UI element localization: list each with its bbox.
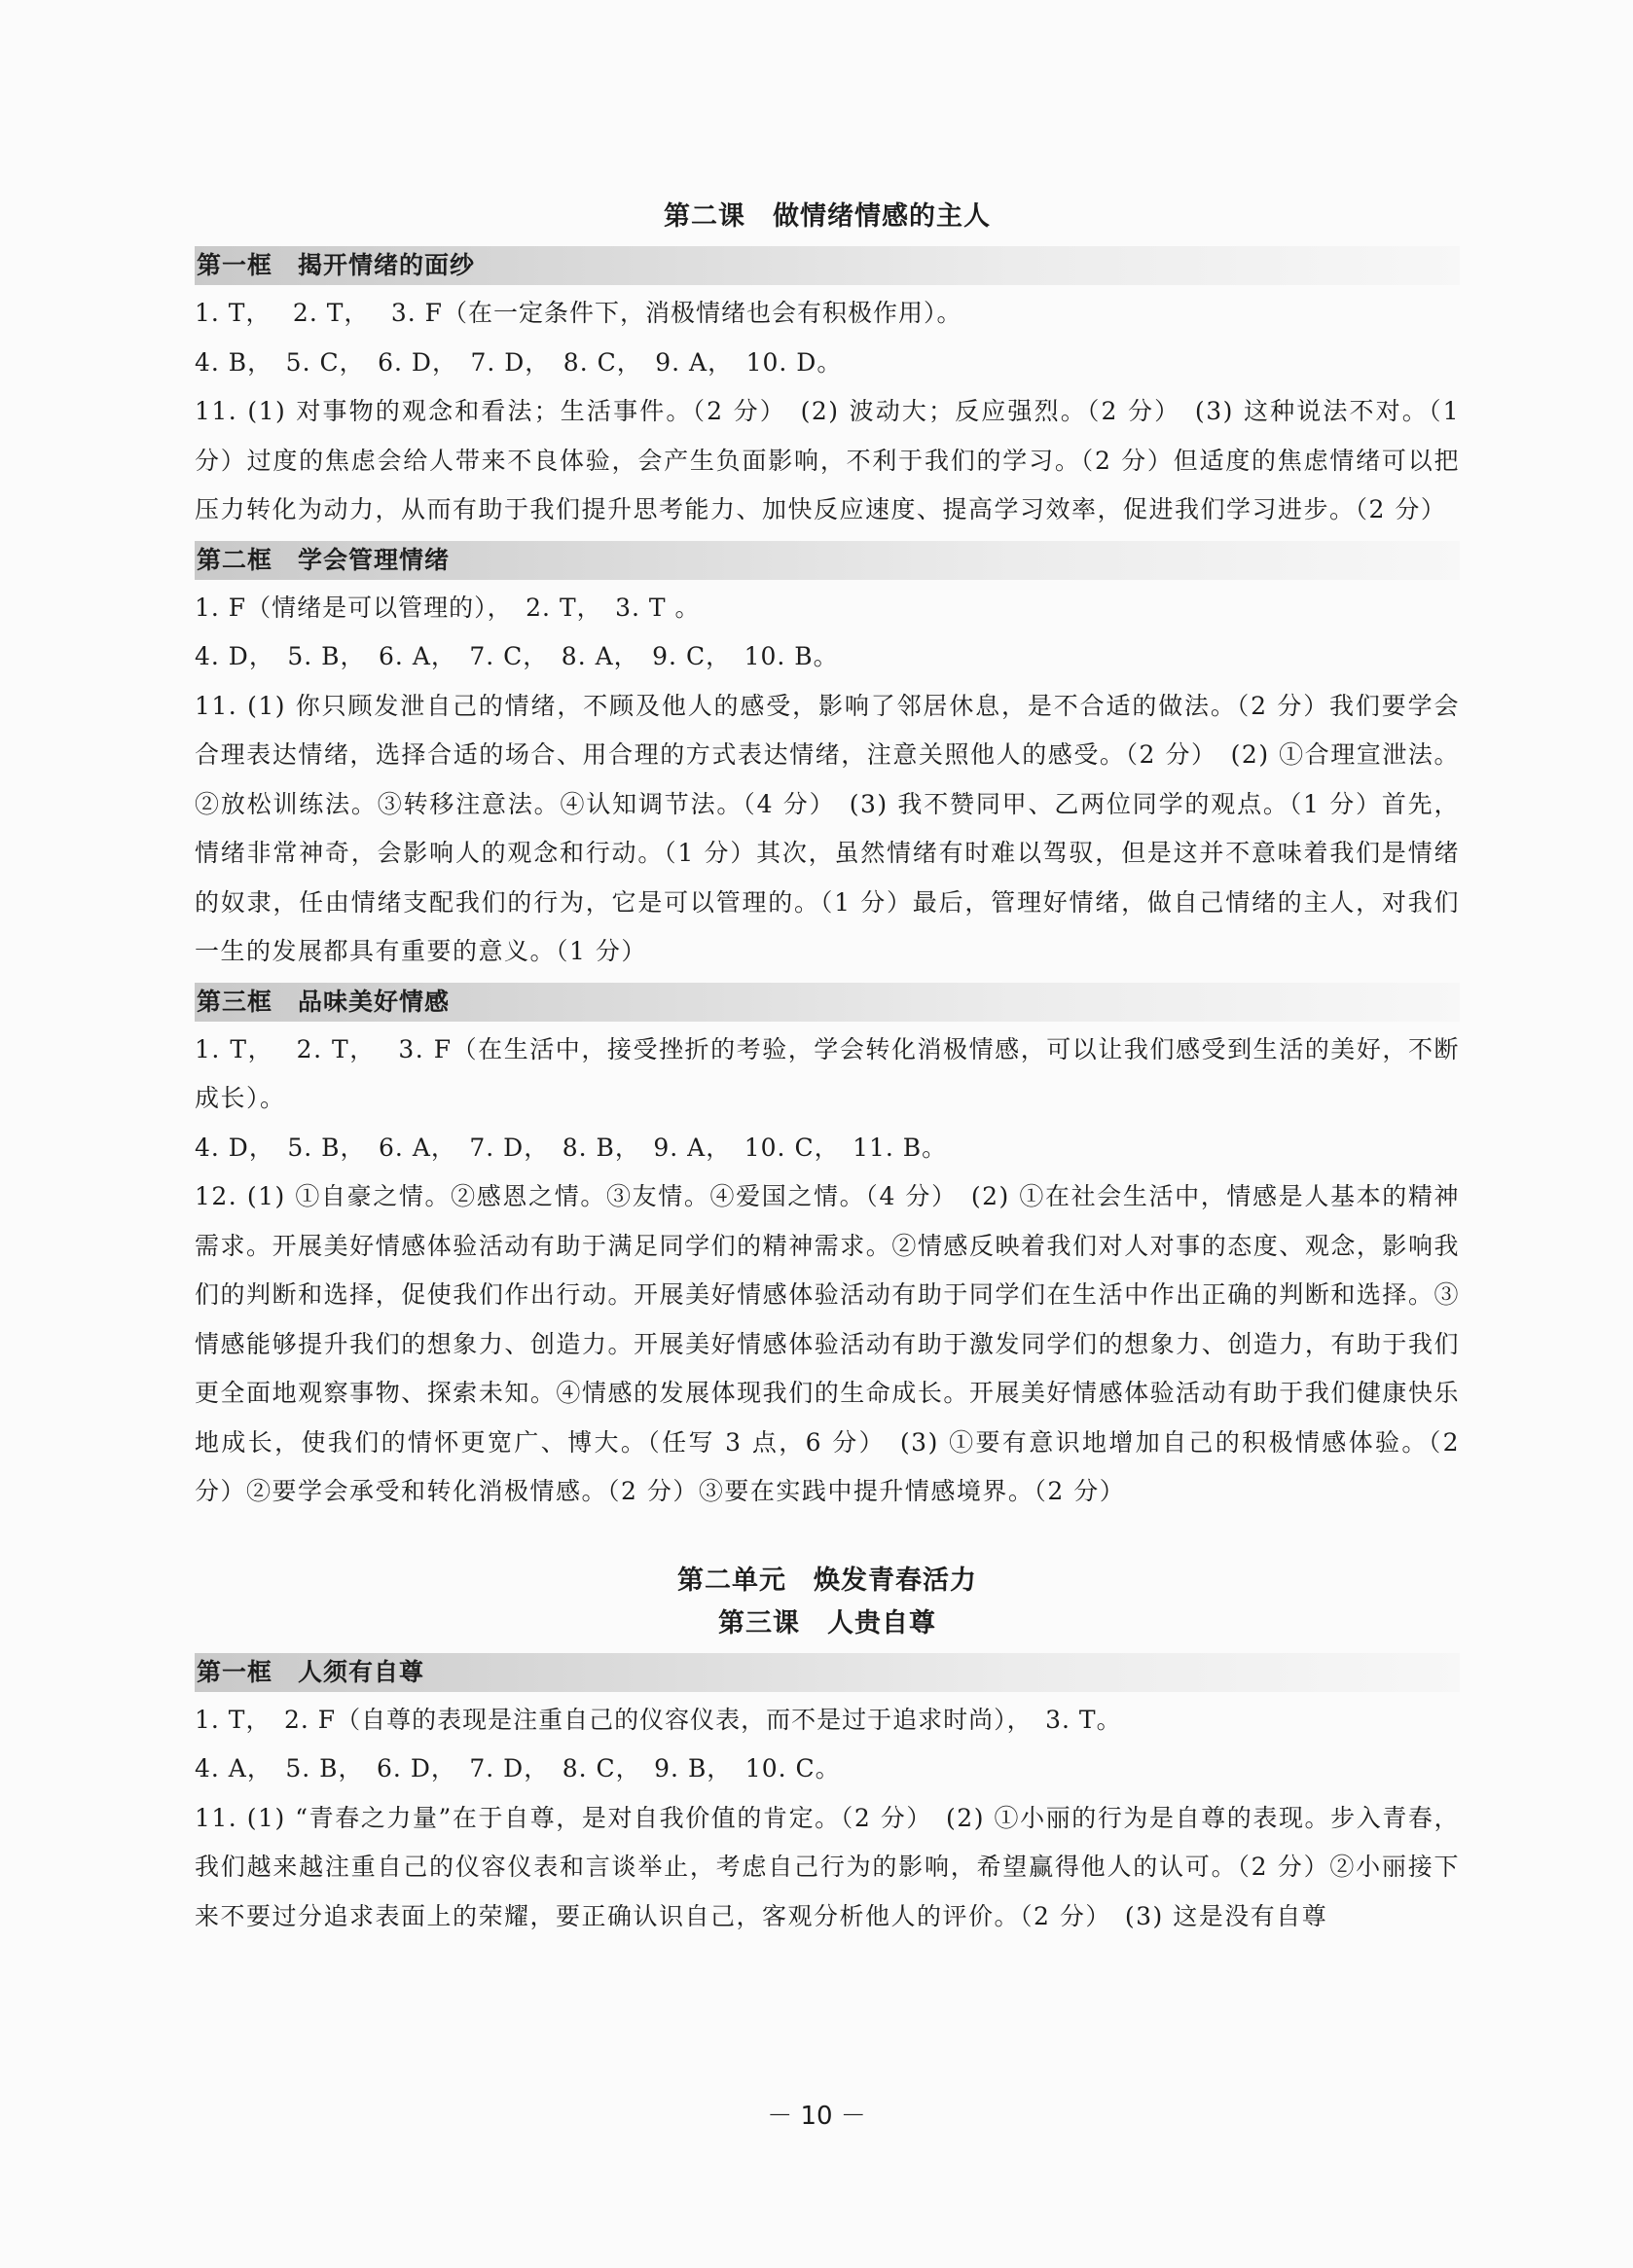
lesson-2-frame-3-question-12: 12. (1) ①自豪之情。②感恩之情。③友情。④爱国之情。（4 分） (2) ①在社会生活中，情感是人基本的精神需求。开展美好情感体验活动有助于满足同学们的精神需求。②情感反映着我们对人对事的态度、观念，影响我们的判断和选择，促使我们作出行动。开展美好情感体验活动有助于同学们在生活中作出正确的判断和选择。③情感能够提升我们的想象力、创造力。开展美好情感体验活动有助于激发同学们的想象力、创造力，有助于我们更全面地观察事物、探索未知。④情感的发展体现我们的生命成长。开展美好情感体验活动有助于我们健康快乐地成长，使我们的情怀更宽广、博大。（任写 3 点，6 分） (3) ①要有意识地增加自己的积极情感体验。（2 分）②要学会承受和转化消极情感。（2 分）③要在实践中提升情感境界。（2 分） xyxy=(195,1182,1460,1505)
lesson-3-frame-1-question-11: 11. (1) “青春之力量”在于自尊，是对自我价值的肯定。（2 分） (2) ①小丽的行为是自尊的表现。步入青春，我们越来越注重自己的仪容仪表和言谈举止，考虑自己行为的影响，希望赢得他人的认可。（2 分）②小丽接下来不要过分追求表面上的荣耀，要正确认识自己，客观分析他人的评价。（2 分） (3) 这是没有自尊 xyxy=(195,1803,1460,1930)
lesson-2-title: 第二课 做情绪情感的主人 xyxy=(664,201,991,232)
answer-page xyxy=(195,190,1460,1941)
lesson-2-frame-3-heading: 第三框 品味美好情感 xyxy=(195,983,1460,1022)
page-number: － 10 － xyxy=(767,2102,866,2131)
unit-2-title: 第二单元 焕发青春活力 xyxy=(677,1565,977,1596)
lesson-2-frame-1-heading: 第一框 揭开情绪的面纱 xyxy=(195,246,1460,285)
lesson-3-frame-1-heading: 第一框 人须有自尊 xyxy=(195,1653,1460,1692)
lesson-3-frame-1-line-2: 4. A， 5. B， 6. D， 7. D， 8. C， 9. B， 10. C。 xyxy=(195,1754,841,1782)
lesson-3-title: 第三课 人贵自尊 xyxy=(718,1607,936,1638)
lesson-3-frame-1-line-1: 1. T， 2. F（自尊的表现是注重自己的仪容仪表，而不是过于追求时尚）， 3. T。 xyxy=(195,1705,1122,1734)
lesson-2-frame-1-line-1: 1. T， 2. T， 3. F（在一定条件下，消极情绪也会有积极作用）。 xyxy=(195,299,962,327)
lesson-2-frame-1-question-11: 11. (1) 对事物的观念和看法；生活事件。（2 分） (2) 波动大；反应强烈。（2 分） (3) 这种说法不对。（1 分）过度的焦虑会给人带来不良体验，会产生负面影响，不利于我们的学习。（2 分）但适度的焦虑情绪可以把压力转化为动力，从而有助于我们提升思考能力、加快反应速度、提高学习效率，促进我们学习进步。（2 分） xyxy=(195,397,1460,523)
lesson-2-frame-3-line-1: 1. T， 2. T， 3. F（在生活中，接受挫折的考验，学会转化消极情感，可以让我们感受到生活的美好，不断成长）。 xyxy=(195,1034,1460,1112)
lesson-2-frame-1-line-2: 4. B， 5. C， 6. D， 7. D， 8. C， 9. A， 10. D。 xyxy=(195,347,843,377)
lesson-2-frame-2-line-2: 4. D， 5. B， 6. A， 7. C， 8. A， 9. C， 10. B。 xyxy=(195,642,839,670)
lesson-2-frame-2-heading: 第二框 学会管理情绪 xyxy=(195,541,1460,580)
lesson-2-frame-2-question-11: 11. (1) 你只顾发泄自己的情绪，不顾及他人的感受，影响了邻居休息，是不合适的做法。（2 分）我们要学会合理表达情绪，选择合适的场合、用合理的方式表达情绪，注意关照他人的感受。（2 分） (2) ①合理宣泄法。②放松训练法。③转移注意法。④认知调节法。（4 分） (3) 我不赞同甲、乙两位同学的观点。（1 分）首先，情绪非常神奇，会影响人的观念和行动。（1 分）其次，虽然情绪有时难以驾驭，但是这并不意味着我们是情绪的奴隶，任由情绪支配我们的行为，它是可以管理的。（1 分）最后，管理好情绪，做自己情绪的主人，对我们一生的发展都具有重要的意义。（1 分） xyxy=(195,691,1460,965)
lesson-2-frame-2-line-1: 1. F（情绪是可以管理的）， 2. T， 3. T 。 xyxy=(195,593,701,622)
lesson-2-frame-3-line-2: 4. D， 5. B， 6. A， 7. D， 8. B， 9. A， 10. C， 11. B。 xyxy=(195,1133,948,1162)
